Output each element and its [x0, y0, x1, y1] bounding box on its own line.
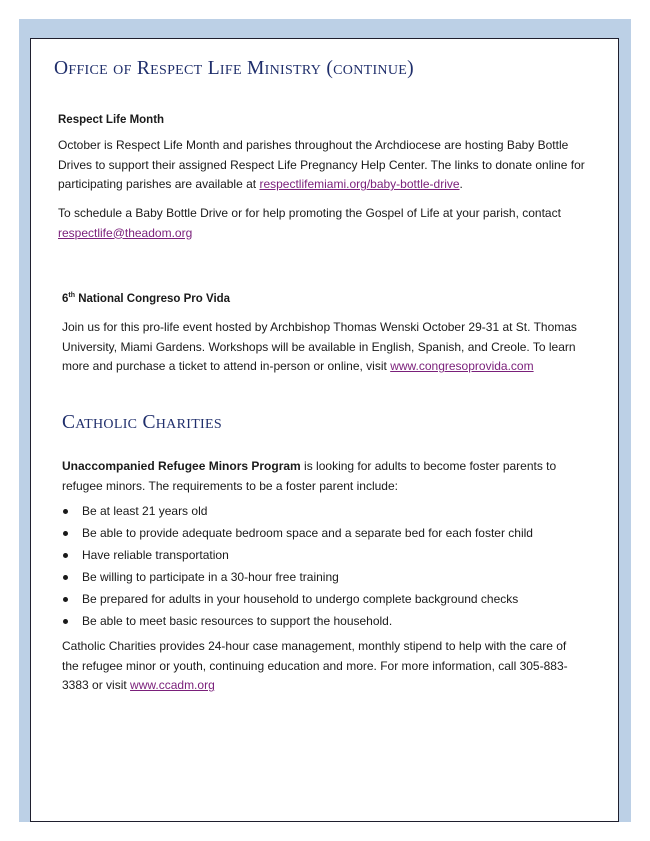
- paragraph-text: Catholic Charities provides 24-hour case management, monthly stipend to help with the care of the refugee minor or youth, continuing education and more. For more information, call 305-883-3383 or visit: [62, 639, 568, 693]
- congreso-title: [62, 292, 230, 305]
- bullet-icon: [63, 531, 68, 536]
- congreso-paragraph: [62, 318, 592, 377]
- list-item-text: Be able to provide adequate bedroom space and a separate bed for each foster child: [82, 526, 533, 540]
- paragraph-text: October is Respect Life Month and parishes throughout the Archdiocese are hosting Baby Bottle Drives to support their assigned Respect Life Pregnancy Help Center. The links to donate online for participating parishes are available at: [58, 138, 585, 192]
- paragraph-text: Join us for this pro-life event hosted by Archbishop Thomas Wenski October 29-31 at St. Thomas University, Miami Gardens. Workshops will be available in English, Spanish, and Creole. To learn more and purchase a ticket to attend in-person or online, visit: [62, 320, 577, 374]
- requirements-list: [60, 502, 533, 634]
- refugee-program-intro: [62, 457, 584, 496]
- list-item: [60, 524, 533, 546]
- bullet-icon: [63, 553, 68, 558]
- list-item-text: Be at least 21 years old: [82, 504, 208, 518]
- list-item-text: Have reliable transportation: [82, 548, 229, 562]
- respect-life-month-title: Respect Life Month: [58, 114, 165, 126]
- bullet-icon: [63, 575, 68, 580]
- list-item: [60, 590, 533, 612]
- respectlife-email-link[interactable]: respectlife@theadom.org: [58, 225, 193, 240]
- bullet-icon: [63, 619, 68, 624]
- bullet-icon: [63, 597, 68, 602]
- baby-bottle-drive-link[interactable]: respectlifemiami.org/baby-bottle-drive: [259, 177, 460, 192]
- congreso-title-suffix: th: [68, 292, 76, 299]
- charities-closing-paragraph: [62, 637, 582, 696]
- congreso-title-text: National Congreso Pro Vida: [75, 292, 231, 305]
- respect-life-month-paragraph: [58, 136, 586, 195]
- list-item: [60, 546, 533, 568]
- bullet-icon: [63, 509, 68, 514]
- paragraph-end: .: [459, 177, 463, 192]
- baby-bottle-contact-paragraph: [58, 204, 586, 243]
- list-item: [60, 612, 533, 634]
- paragraph-text: is looking for adults to become foster parents to refugee minors. The requirements to be a foster parent include:: [62, 459, 557, 493]
- paragraph-text: To schedule a Baby Bottle Drive or for help promoting the Gospel of Life at your parish, contact: [58, 206, 561, 220]
- section-heading-catholic-charities: Catholic Charities: [62, 412, 222, 433]
- program-name: Unaccompanied Refugee Minors Program: [62, 459, 301, 473]
- list-item: [60, 502, 533, 524]
- list-item-text: Be willing to participate in a 30-hour free training: [82, 570, 339, 584]
- list-item-text: Be able to meet basic resources to support the household.: [82, 614, 393, 628]
- congreso-link[interactable]: www.congresoprovida.com: [390, 359, 534, 374]
- list-item-text: Be prepared for adults in your household to undergo complete background checks: [82, 592, 519, 606]
- congreso-title-number: 6: [62, 292, 69, 305]
- list-item: [60, 568, 533, 590]
- ccadm-link[interactable]: www.ccadm.org: [130, 678, 215, 693]
- section-heading-respect-life: Office of Respect Life Ministry (continue): [54, 58, 414, 79]
